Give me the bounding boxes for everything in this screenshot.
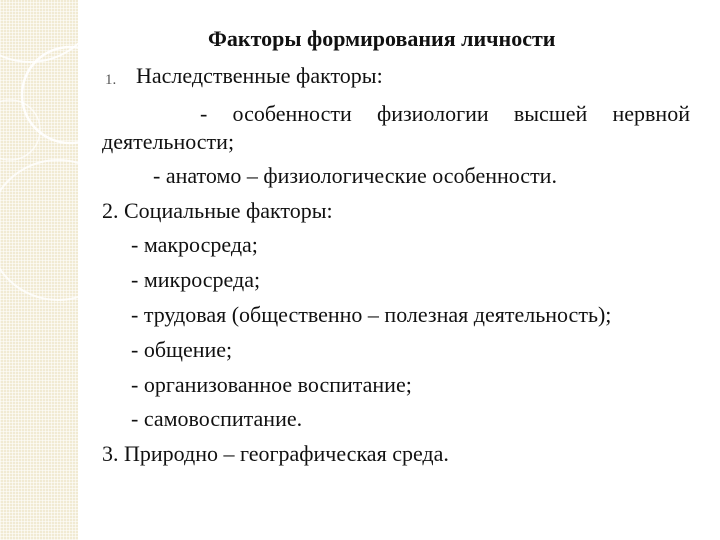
item-1-sub-2: - анатомо – физиологические особенности. [153, 163, 557, 188]
item-2-sub-upbringing: - организованное воспитание; [131, 372, 412, 397]
slide-title: Факторы формирования личности [208, 26, 556, 51]
item-1-sub-1-continuation: деятельности; [102, 129, 235, 154]
item-2-sub-self-education: - самовоспитание. [131, 406, 303, 431]
item-1-label: Наследственные факторы: [136, 63, 383, 88]
item-2-label: 2. Социальные факторы: [102, 198, 333, 223]
item-1-number: 1. [105, 72, 117, 88]
item-1-sub-1: - особенности физиологии высшей нервной [200, 101, 690, 126]
item-2-sub-macro: - макросреда; [131, 232, 258, 257]
item-2-sub-labor: - трудовая (общественно – полезная деятельность); [131, 302, 612, 327]
item-3-label: 3. Природно – географическая среда. [102, 441, 449, 466]
item-2-sub-micro: - микросреда; [131, 267, 261, 292]
item-2-sub-communication: - общение; [131, 337, 233, 362]
